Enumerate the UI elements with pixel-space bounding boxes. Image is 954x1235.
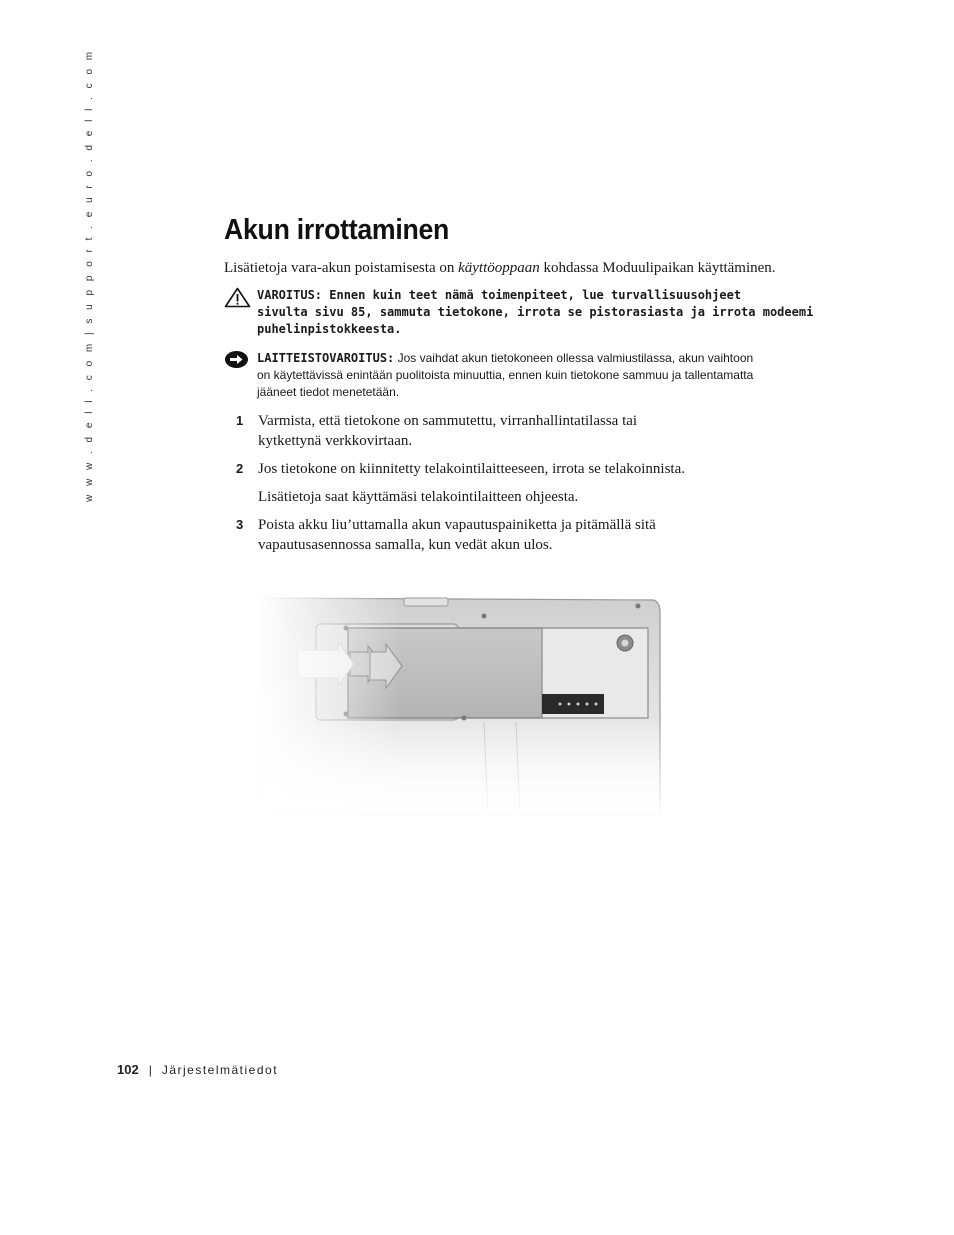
hardware-notice-label: LAITTEISTOVAROITUS: [257,351,395,365]
step-text: Jos tietokone on kiinnitetty telakointilaitteeseen, irrota se telakoinnista. [258,461,685,477]
page-footer [117,1062,278,1077]
page-number: 102 [117,1062,139,1077]
hardware-notice-first-line [257,350,814,367]
warning-line-3: puhelinpistokkeesta. [257,322,402,336]
hardware-notice-line-3: jääneet tiedot menetetään. [257,385,400,399]
step-subtext: Lisätietoja saat käyttämäsi telakointilaitteen ohjeesta. [258,489,579,505]
battery-removal-figure [258,590,668,825]
intro-italic: käyttöoppaan [458,260,540,276]
warning-line-1: VAROITUS: Ennen kuin teet nämä toimenpiteet, lue turvallisuusohjeet [257,288,742,302]
intro-before: Lisätietoja vara-akun poistamisesta on [224,260,459,276]
step-text: vapautusasennossa samalla, kun vedät akun ulos. [258,537,553,553]
step-number: 1 [236,413,244,428]
side-url: w w w . d e l l . c o m | s u p p o r t . e u r o . d e l l . c o m [84,48,95,502]
warning-triangle-icon [224,287,251,313]
step-text: Varmista, että tietokone on sammutettu, virranhallintatilassa tai [258,413,638,429]
section-name: Järjestelmätiedot [161,1063,279,1077]
step-1 [224,411,844,451]
hardware-notice-first-text: Jos vaihdat akun tietokoneen ollessa valmiustilassa, akun vaihtoon [394,351,754,365]
step-number: 2 [236,461,244,476]
steps-list [224,411,844,563]
warning-line-2: sivulta sivu 85, sammuta tietokone, irrota se pistorasiasta ja irrota modeemi [257,305,814,319]
hardware-notice [224,350,814,401]
page-title: Akun irrottaminen [224,214,450,246]
notice-arrow-icon [224,350,249,374]
step-text: Poista akku liu’uttamalla akun vapautuspainiketta ja pitämällä sitä [258,517,656,533]
intro-paragraph [224,258,844,278]
intro-after: kohdassa Moduulipaikan käyttäminen. [539,260,776,276]
footer-separator: | [148,1063,152,1077]
warning-notice [224,287,814,338]
step-number: 3 [236,517,244,532]
step-text: kytkettynä verkkovirtaan. [258,433,413,449]
step-3 [224,515,844,555]
hardware-notice-line-2: on käytettävissä enintään puolitoista minuuttia, ennen kuin tietokone sammuu ja tallentamatta [257,368,754,382]
step-2 [224,459,844,507]
